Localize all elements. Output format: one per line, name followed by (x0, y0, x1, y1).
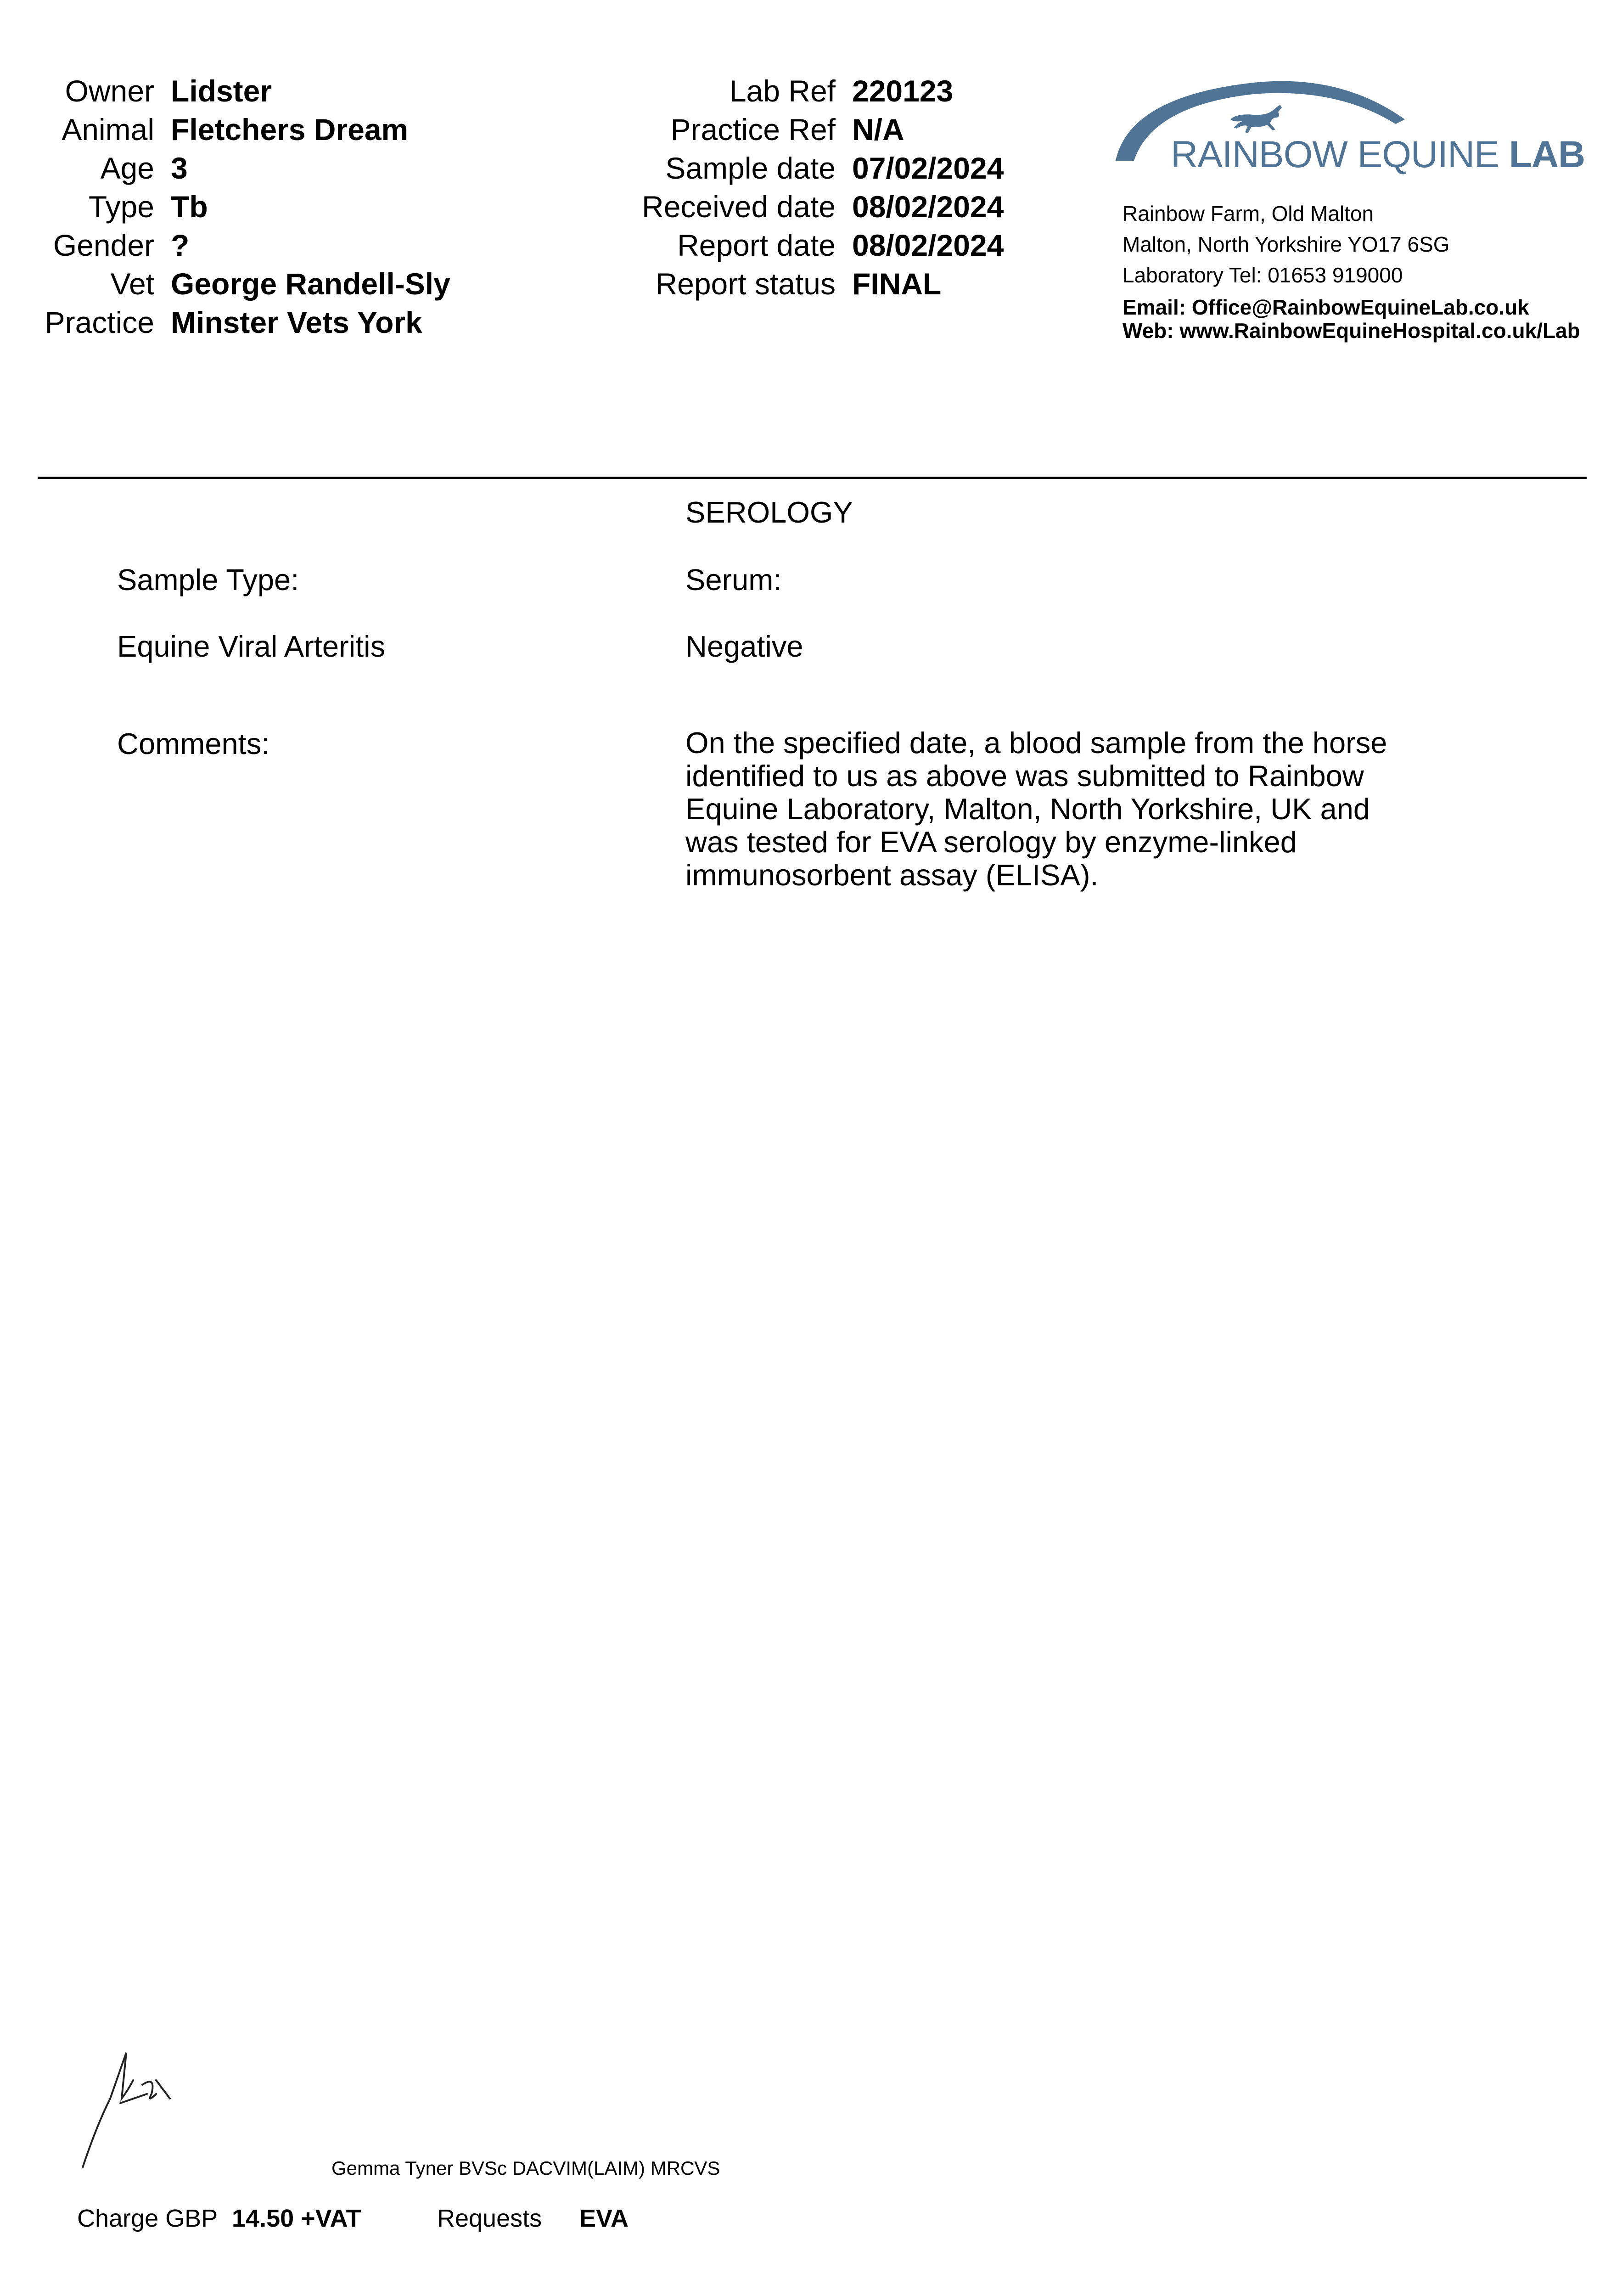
animal-value: Fletchers Dream (171, 113, 409, 146)
comments-label: Comments: (117, 727, 270, 760)
requests-label: Requests (437, 2205, 542, 2232)
practice-ref-label: Practice Ref (670, 113, 836, 146)
charge-label: Charge GBP (77, 2205, 218, 2232)
lab-ref-label: Lab Ref (729, 74, 836, 108)
type-value: Tb (171, 190, 208, 224)
section-title: SEROLOGY (685, 495, 853, 529)
lab-telephone: Laboratory Tel: 01653 919000 (1122, 263, 1403, 287)
lab-ref-row (0, 73, 953, 108)
signature (78, 2043, 179, 2172)
sample-type-value: Serum: (685, 563, 782, 597)
received-date-row (0, 189, 1004, 224)
report-date-value: 08/02/2024 (852, 228, 1004, 262)
address-line-1: Rainbow Farm, Old Malton (1122, 202, 1374, 225)
vet-label: Vet (110, 267, 154, 301)
received-date-value: 08/02/2024 (852, 190, 1004, 224)
address-line-2: Malton, North Yorkshire YO17 6SG (1122, 232, 1450, 256)
owner-label: Owner (65, 74, 154, 108)
gender-value: ? (171, 228, 190, 262)
age-value: 3 (171, 151, 188, 185)
practice-row (0, 305, 422, 340)
report-date-row (0, 228, 1004, 263)
lab-website: Web: www.RainbowEquineHospital.co.uk/Lab (1122, 319, 1580, 343)
lab-email: Email: Office@RainbowEquineLab.co.uk (1122, 295, 1529, 319)
sample-date-row (0, 151, 1004, 186)
type-label: Type (88, 190, 154, 224)
test-name: Equine Viral Arteritis (117, 630, 386, 663)
vet-value: George Randell-Sly (171, 267, 450, 301)
signer-name: Gemma Tyner BVSc DACVIM(LAIM) MRCVS (331, 2157, 720, 2179)
requests-value: EVA (579, 2205, 629, 2232)
sample-date-label: Sample date (665, 151, 836, 185)
gender-label: Gender (53, 228, 154, 262)
header-divider (38, 477, 1587, 479)
age-label: Age (100, 151, 154, 185)
report-status-row (0, 266, 941, 301)
logo-text: RAINBOW EQUINE LAB (1171, 134, 1585, 175)
animal-label: Animal (62, 113, 154, 146)
comments-text: On the specified date, a blood sample from the horse identified to us as above was submitted to Rainbow Equine Laboratory, Malton, North Yorkshire, UK and was tested for EVA serology by enzyme-linked immunosorbent assay (ELISA). (685, 726, 1387, 892)
sample-date-value: 07/02/2024 (852, 151, 1004, 185)
report-status-value: FINAL (852, 267, 942, 301)
charge-value: 14.50 +VAT (232, 2205, 361, 2232)
owner-value: Lidster (171, 74, 272, 108)
horse-icon (1230, 105, 1282, 133)
practice-ref-row (0, 112, 904, 147)
lab-ref-value: 220123 (852, 74, 954, 108)
received-date-label: Received date (642, 190, 836, 224)
sample-type-label: Sample Type: (117, 563, 299, 597)
practice-label: Practice (45, 305, 154, 339)
report-status-label: Report status (655, 267, 836, 301)
practice-value: Minster Vets York (171, 305, 422, 339)
practice-ref-value: N/A (852, 113, 904, 146)
test-result: Negative (685, 630, 803, 663)
report-date-label: Report date (677, 228, 836, 262)
